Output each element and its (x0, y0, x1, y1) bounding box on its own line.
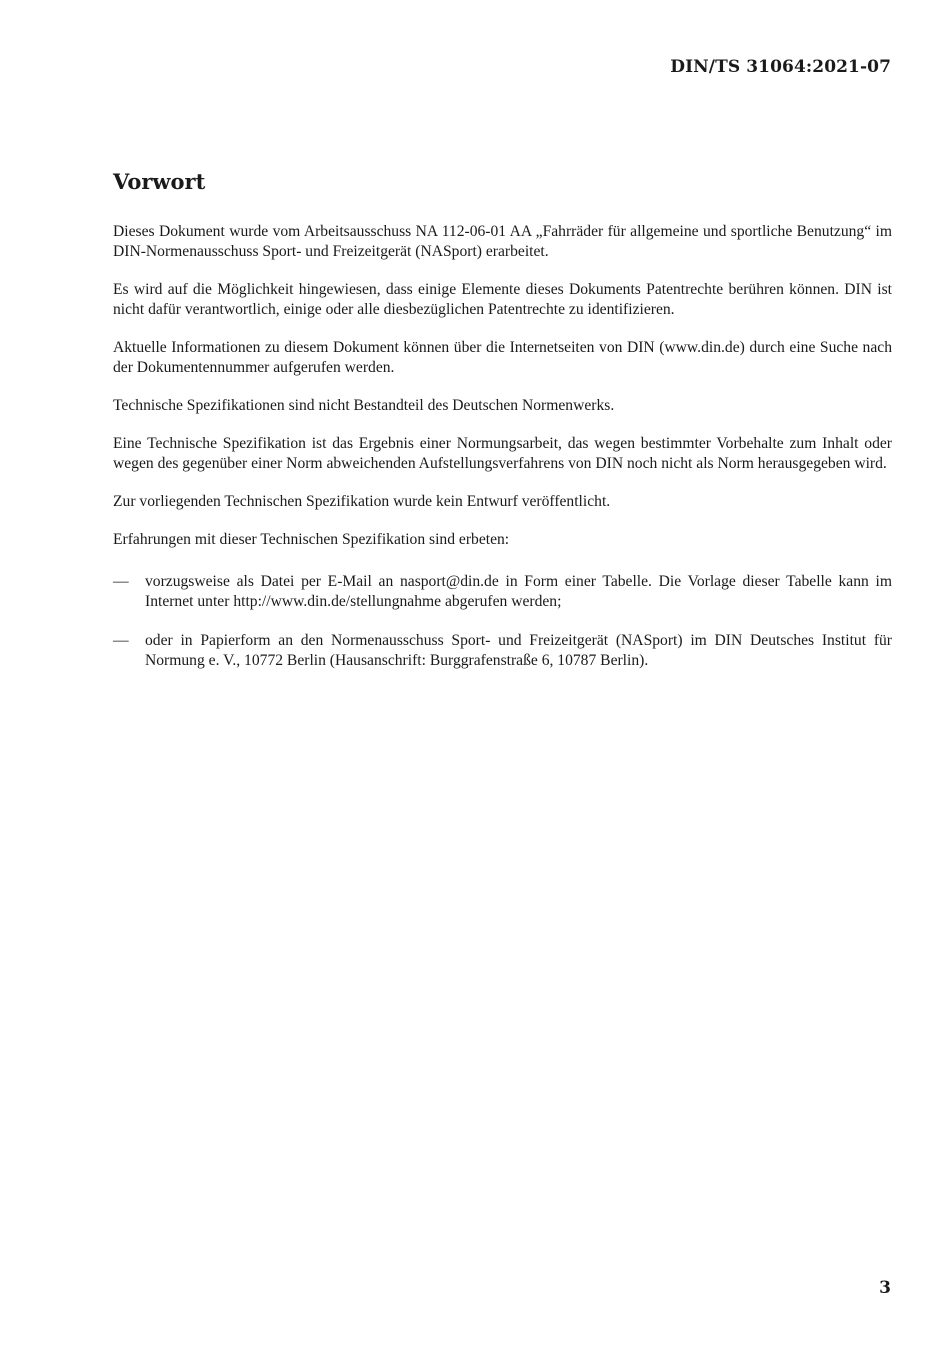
feedback-list (113, 572, 892, 671)
paragraph: Eine Technische Spezifikation ist das Ergebnis einer Normungsarbeit, das wegen bestimmter Vorbehalte zum Inhalt oder wegen des gegenüber einer Norm abweichenden Aufstellungsverfahrens von DIN noch nicht als Norm herausgegeben wird. (113, 435, 892, 472)
foreword-section (113, 168, 892, 690)
document-id: DIN/TS 31064:2021-07 (670, 57, 891, 77)
list-item (113, 572, 892, 612)
list-item-text: oder in Papierform an den Normenausschuss Sport- und Freizeitgerät (NASport) im DIN Deutsches Institut für Normung e. V., 10772 Berlin (Hausanschrift: Burggrafenstraße 6, 10787 Berlin). (145, 632, 892, 669)
paragraph: Es wird auf die Möglichkeit hingewiesen, dass einige Elemente dieses Dokuments Patentrechte berühren können. DIN ist nicht dafür verantwortlich, einige oder alle diesbezüglichen Patentrechte zu identifizieren. (113, 281, 892, 318)
page-number: 3 (879, 1278, 891, 1298)
paragraph: Zur vorliegenden Technischen Spezifikation wurde kein Entwurf veröffentlicht. (113, 493, 611, 510)
dash-marker: — (113, 573, 129, 590)
paragraph: Erfahrungen mit dieser Technischen Spezifikation sind erbeten: (113, 531, 510, 548)
paragraph: Technische Spezifikationen sind nicht Bestandteil des Deutschen Normenwerks. (113, 397, 615, 414)
paragraph: Dieses Dokument wurde vom Arbeitsausschuss NA 112-06-01 AA „Fahrräder für allgemeine und sportliche Benutzung“ im DIN-Normenausschuss Sport- und Freizeitgerät (NASport) erarbeitet. (113, 223, 892, 260)
section-title: Vorwort (113, 169, 206, 194)
paragraph: Aktuelle Informationen zu diesem Dokument können über die Internetseiten von DIN (www.din.de) durch eine Suche nach der Dokumentennummer aufgerufen werden. (113, 339, 892, 376)
list-item (113, 631, 892, 671)
dash-marker: — (113, 632, 129, 649)
list-item-text: vorzugsweise als Datei per E-Mail an nasport@din.de in Form einer Tabelle. Die Vorlage dieser Tabelle kann im Internet unter http://www.din.de/stellungnahme abgerufen werden; (145, 573, 892, 610)
